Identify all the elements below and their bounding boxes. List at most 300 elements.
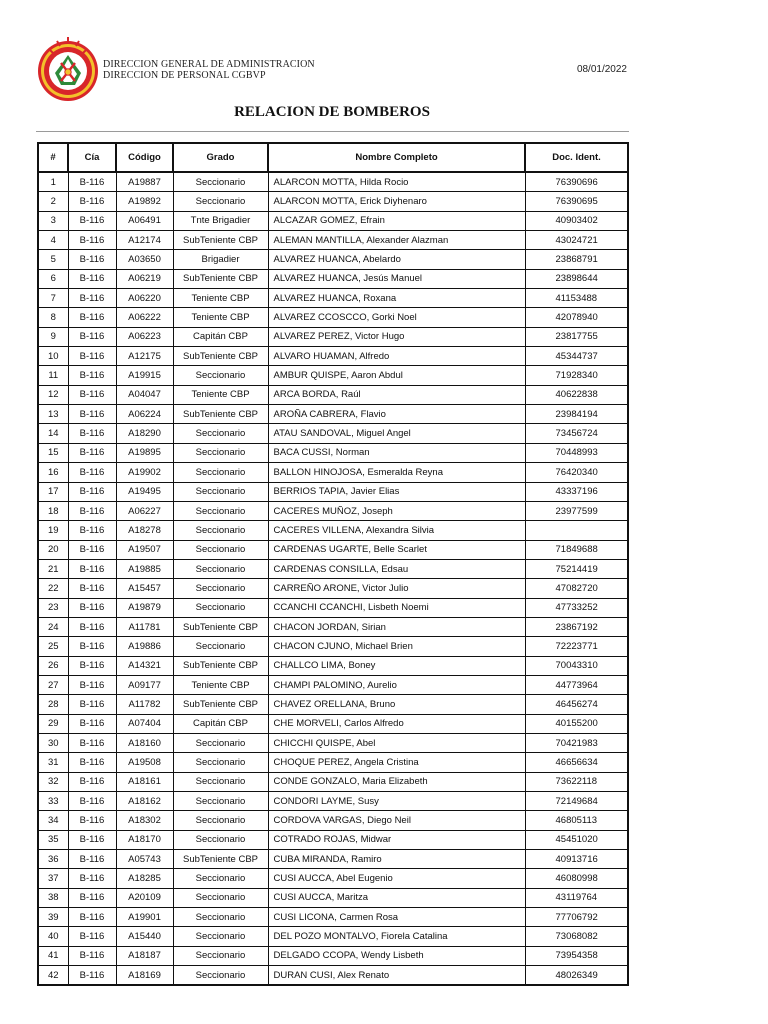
id-document-cell: 70043310 bbox=[525, 656, 628, 675]
full-name-cell: BERRIOS TAPIA, Javier Elias bbox=[268, 482, 525, 501]
document-date: 08/01/2022 bbox=[576, 64, 627, 75]
table-row bbox=[38, 347, 628, 366]
rank-cell: Seccionario bbox=[173, 482, 268, 501]
full-name-cell: ALVAREZ HUANCA, Abelardo bbox=[268, 250, 525, 269]
full-name-cell: CHE MORVELI, Carlos Alfredo bbox=[268, 714, 525, 733]
id-document-cell: 46805113 bbox=[525, 811, 628, 830]
full-name-cell: CHAMPI PALOMINO, Aurelio bbox=[268, 675, 525, 694]
id-document-cell: 43337196 bbox=[525, 482, 628, 501]
code-cell: A11781 bbox=[116, 617, 173, 636]
id-document-cell: 40913716 bbox=[525, 850, 628, 869]
table-row bbox=[38, 675, 628, 694]
row-number-cell: 15 bbox=[38, 443, 68, 462]
company-cell: B-116 bbox=[68, 869, 116, 888]
code-cell: A06224 bbox=[116, 405, 173, 424]
table-row bbox=[38, 811, 628, 830]
full-name-cell: COTRADO ROJAS, Midwar bbox=[268, 830, 525, 849]
full-name-cell: ALARCON MOTTA, Erick Diyhenaro bbox=[268, 192, 525, 211]
company-cell: B-116 bbox=[68, 366, 116, 385]
id-document-cell: 23868791 bbox=[525, 250, 628, 269]
column-header-number: # bbox=[38, 143, 68, 172]
rank-cell: Seccionario bbox=[173, 888, 268, 907]
table-row bbox=[38, 463, 628, 482]
cgbvp-emblem-logo bbox=[37, 35, 99, 107]
full-name-cell: DURAN CUSI, Alex Renato bbox=[268, 966, 525, 986]
table-row bbox=[38, 830, 628, 849]
full-name-cell: CARDENAS UGARTE, Belle Scarlet bbox=[268, 540, 525, 559]
id-document-cell: 71928340 bbox=[525, 366, 628, 385]
full-name-cell: CUSI AUCCA, Maritza bbox=[268, 888, 525, 907]
table-row bbox=[38, 946, 628, 965]
org-line-1: DIRECCION GENERAL DE ADMINISTRACION bbox=[103, 59, 315, 70]
code-cell: A18290 bbox=[116, 424, 173, 443]
row-number-cell: 39 bbox=[38, 908, 68, 927]
rank-cell: Teniente CBP bbox=[173, 385, 268, 404]
full-name-cell: BACA CUSSI, Norman bbox=[268, 443, 525, 462]
rank-cell: Seccionario bbox=[173, 598, 268, 617]
rank-cell: Seccionario bbox=[173, 443, 268, 462]
id-document-cell: 73068082 bbox=[525, 927, 628, 946]
id-document-cell: 40622838 bbox=[525, 385, 628, 404]
full-name-cell: ALVARO HUAMAN, Alfredo bbox=[268, 347, 525, 366]
code-cell: A18169 bbox=[116, 966, 173, 986]
code-cell: A06223 bbox=[116, 327, 173, 346]
table-row bbox=[38, 308, 628, 327]
code-cell: A19495 bbox=[116, 482, 173, 501]
id-document-cell: 23817755 bbox=[525, 327, 628, 346]
company-cell: B-116 bbox=[68, 714, 116, 733]
full-name-cell: ALVAREZ HUANCA, Jesús Manuel bbox=[268, 269, 525, 288]
table-row bbox=[38, 869, 628, 888]
company-cell: B-116 bbox=[68, 753, 116, 772]
table-row bbox=[38, 888, 628, 907]
code-cell: A18278 bbox=[116, 521, 173, 540]
id-document-cell: 42078940 bbox=[525, 308, 628, 327]
full-name-cell: CARREÑO ARONE, Victor Julio bbox=[268, 579, 525, 598]
row-number-cell: 24 bbox=[38, 617, 68, 636]
firefighters-table bbox=[37, 142, 629, 986]
full-name-cell: ATAU SANDOVAL, Miguel Angel bbox=[268, 424, 525, 443]
full-name-cell: DEL POZO MONTALVO, Fiorela Catalina bbox=[268, 927, 525, 946]
company-cell: B-116 bbox=[68, 231, 116, 250]
row-number-cell: 32 bbox=[38, 772, 68, 791]
row-number-cell: 7 bbox=[38, 289, 68, 308]
rank-cell: Seccionario bbox=[173, 927, 268, 946]
code-cell: A03650 bbox=[116, 250, 173, 269]
code-cell: A11782 bbox=[116, 695, 173, 714]
id-document-cell: 48026349 bbox=[525, 966, 628, 986]
code-cell: A06222 bbox=[116, 308, 173, 327]
rank-cell: Seccionario bbox=[173, 172, 268, 192]
id-document-cell: 23867192 bbox=[525, 617, 628, 636]
company-cell: B-116 bbox=[68, 830, 116, 849]
id-document-cell bbox=[525, 521, 628, 540]
row-number-cell: 36 bbox=[38, 850, 68, 869]
code-cell: A19915 bbox=[116, 366, 173, 385]
column-header-rank: Grado bbox=[173, 143, 268, 172]
rank-cell: Teniente CBP bbox=[173, 675, 268, 694]
table-header bbox=[38, 143, 628, 172]
id-document-cell: 43024721 bbox=[525, 231, 628, 250]
code-cell: A12174 bbox=[116, 231, 173, 250]
full-name-cell: CORDOVA VARGAS, Diego Neil bbox=[268, 811, 525, 830]
code-cell: A20109 bbox=[116, 888, 173, 907]
code-cell: A18162 bbox=[116, 792, 173, 811]
row-number-cell: 26 bbox=[38, 656, 68, 675]
rank-cell: SubTeniente CBP bbox=[173, 617, 268, 636]
company-cell: B-116 bbox=[68, 521, 116, 540]
row-number-cell: 12 bbox=[38, 385, 68, 404]
rank-cell: Capitán CBP bbox=[173, 714, 268, 733]
row-number-cell: 33 bbox=[38, 792, 68, 811]
id-document-cell: 75214419 bbox=[525, 559, 628, 578]
row-number-cell: 4 bbox=[38, 231, 68, 250]
rank-cell: SubTeniente CBP bbox=[173, 405, 268, 424]
id-document-cell: 46080998 bbox=[525, 869, 628, 888]
id-document-cell: 70448993 bbox=[525, 443, 628, 462]
id-document-cell: 73622118 bbox=[525, 772, 628, 791]
table-row bbox=[38, 521, 628, 540]
code-cell: A19508 bbox=[116, 753, 173, 772]
company-cell: B-116 bbox=[68, 656, 116, 675]
id-document-cell: 71849688 bbox=[525, 540, 628, 559]
full-name-cell: ALVAREZ CCOSCCO, Gorki Noel bbox=[268, 308, 525, 327]
company-cell: B-116 bbox=[68, 482, 116, 501]
rank-cell: Seccionario bbox=[173, 637, 268, 656]
code-cell: A15440 bbox=[116, 927, 173, 946]
id-document-cell: 77706792 bbox=[525, 908, 628, 927]
table-row bbox=[38, 559, 628, 578]
id-document-cell: 23984194 bbox=[525, 405, 628, 424]
company-cell: B-116 bbox=[68, 733, 116, 752]
id-document-cell: 44773964 bbox=[525, 675, 628, 694]
full-name-cell: ARCA BORDA, Raúl bbox=[268, 385, 525, 404]
id-document-cell: 72149684 bbox=[525, 792, 628, 811]
row-number-cell: 13 bbox=[38, 405, 68, 424]
column-header-id-document: Doc. Ident. bbox=[525, 143, 628, 172]
row-number-cell: 31 bbox=[38, 753, 68, 772]
company-cell: B-116 bbox=[68, 424, 116, 443]
rank-cell: SubTeniente CBP bbox=[173, 656, 268, 675]
row-number-cell: 19 bbox=[38, 521, 68, 540]
full-name-cell: AMBUR QUISPE, Aaron Abdul bbox=[268, 366, 525, 385]
code-cell: A19892 bbox=[116, 192, 173, 211]
page-title: RELACION DE BOMBEROS bbox=[234, 104, 430, 120]
rank-cell: Seccionario bbox=[173, 463, 268, 482]
rank-cell: Seccionario bbox=[173, 192, 268, 211]
table-row bbox=[38, 211, 628, 230]
code-cell: A18187 bbox=[116, 946, 173, 965]
code-cell: A06220 bbox=[116, 289, 173, 308]
row-number-cell: 40 bbox=[38, 927, 68, 946]
company-cell: B-116 bbox=[68, 908, 116, 927]
row-number-cell: 14 bbox=[38, 424, 68, 443]
code-cell: A19902 bbox=[116, 463, 173, 482]
rank-cell: Seccionario bbox=[173, 908, 268, 927]
id-document-cell: 40155200 bbox=[525, 714, 628, 733]
id-document-cell: 46456274 bbox=[525, 695, 628, 714]
table-row bbox=[38, 850, 628, 869]
id-document-cell: 45451020 bbox=[525, 830, 628, 849]
table-row bbox=[38, 792, 628, 811]
rank-cell: Seccionario bbox=[173, 811, 268, 830]
rank-cell: Tnte Brigadier bbox=[173, 211, 268, 230]
table-row bbox=[38, 192, 628, 211]
rank-cell: Seccionario bbox=[173, 869, 268, 888]
full-name-cell: DELGADO CCOPA, Wendy Lisbeth bbox=[268, 946, 525, 965]
rank-cell: Seccionario bbox=[173, 424, 268, 443]
company-cell: B-116 bbox=[68, 579, 116, 598]
company-cell: B-116 bbox=[68, 637, 116, 656]
row-number-cell: 16 bbox=[38, 463, 68, 482]
table-row bbox=[38, 733, 628, 752]
row-number-cell: 27 bbox=[38, 675, 68, 694]
table-row bbox=[38, 695, 628, 714]
company-cell: B-116 bbox=[68, 598, 116, 617]
full-name-cell: CCANCHI CCANCHI, Lisbeth Noemi bbox=[268, 598, 525, 617]
id-document-cell: 43119764 bbox=[525, 888, 628, 907]
table-row bbox=[38, 579, 628, 598]
company-cell: B-116 bbox=[68, 211, 116, 230]
table-row bbox=[38, 501, 628, 520]
full-name-cell: CUSI LICONA, Carmen Rosa bbox=[268, 908, 525, 927]
table-row bbox=[38, 366, 628, 385]
company-cell: B-116 bbox=[68, 269, 116, 288]
company-cell: B-116 bbox=[68, 811, 116, 830]
table-row bbox=[38, 443, 628, 462]
company-cell: B-116 bbox=[68, 675, 116, 694]
company-cell: B-116 bbox=[68, 501, 116, 520]
id-document-cell: 40903402 bbox=[525, 211, 628, 230]
id-document-cell: 47733252 bbox=[525, 598, 628, 617]
code-cell: A18285 bbox=[116, 869, 173, 888]
id-document-cell: 41153488 bbox=[525, 289, 628, 308]
rank-cell: Brigadier bbox=[173, 250, 268, 269]
rank-cell: Seccionario bbox=[173, 753, 268, 772]
code-cell: A06227 bbox=[116, 501, 173, 520]
id-document-cell: 46656634 bbox=[525, 753, 628, 772]
code-cell: A19895 bbox=[116, 443, 173, 462]
table-row bbox=[38, 772, 628, 791]
company-cell: B-116 bbox=[68, 850, 116, 869]
company-cell: B-116 bbox=[68, 405, 116, 424]
table-row bbox=[38, 714, 628, 733]
table-row bbox=[38, 269, 628, 288]
full-name-cell: CHALLCO LIMA, Boney bbox=[268, 656, 525, 675]
code-cell: A19886 bbox=[116, 637, 173, 656]
table-row bbox=[38, 540, 628, 559]
table-row bbox=[38, 598, 628, 617]
company-cell: B-116 bbox=[68, 559, 116, 578]
rank-cell: SubTeniente CBP bbox=[173, 269, 268, 288]
company-cell: B-116 bbox=[68, 617, 116, 636]
row-number-cell: 38 bbox=[38, 888, 68, 907]
code-cell: A05743 bbox=[116, 850, 173, 869]
id-document-cell: 72223771 bbox=[525, 637, 628, 656]
row-number-cell: 2 bbox=[38, 192, 68, 211]
id-document-cell: 73954358 bbox=[525, 946, 628, 965]
rank-cell: Seccionario bbox=[173, 521, 268, 540]
full-name-cell: CHOQUE PEREZ, Angela Cristina bbox=[268, 753, 525, 772]
company-cell: B-116 bbox=[68, 927, 116, 946]
rank-cell: Capitán CBP bbox=[173, 327, 268, 346]
table-row bbox=[38, 482, 628, 501]
company-cell: B-116 bbox=[68, 308, 116, 327]
column-header-company: Cía bbox=[68, 143, 116, 172]
code-cell: A18161 bbox=[116, 772, 173, 791]
row-number-cell: 42 bbox=[38, 966, 68, 986]
company-cell: B-116 bbox=[68, 966, 116, 986]
id-document-cell: 76420340 bbox=[525, 463, 628, 482]
code-cell: A18170 bbox=[116, 830, 173, 849]
row-number-cell: 6 bbox=[38, 269, 68, 288]
full-name-cell: ALARCON MOTTA, Hilda Rocio bbox=[268, 172, 525, 192]
company-cell: B-116 bbox=[68, 347, 116, 366]
rank-cell: Seccionario bbox=[173, 772, 268, 791]
rank-cell: SubTeniente CBP bbox=[173, 850, 268, 869]
emblem-rays bbox=[38, 37, 98, 101]
row-number-cell: 28 bbox=[38, 695, 68, 714]
full-name-cell: CHACON JORDAN, Sirian bbox=[268, 617, 525, 636]
full-name-cell: CHACON CJUNO, Michael Brien bbox=[268, 637, 525, 656]
table-row bbox=[38, 617, 628, 636]
id-document-cell: 47082720 bbox=[525, 579, 628, 598]
company-cell: B-116 bbox=[68, 443, 116, 462]
table-row bbox=[38, 405, 628, 424]
row-number-cell: 21 bbox=[38, 559, 68, 578]
rank-cell: SubTeniente CBP bbox=[173, 347, 268, 366]
table-row bbox=[38, 424, 628, 443]
code-cell: A19885 bbox=[116, 559, 173, 578]
full-name-cell: AROÑA CABRERA, Flavio bbox=[268, 405, 525, 424]
row-number-cell: 18 bbox=[38, 501, 68, 520]
company-cell: B-116 bbox=[68, 540, 116, 559]
id-document-cell: 23898644 bbox=[525, 269, 628, 288]
table-body bbox=[38, 172, 628, 985]
table-row bbox=[38, 908, 628, 927]
rank-cell: Teniente CBP bbox=[173, 289, 268, 308]
code-cell: A07404 bbox=[116, 714, 173, 733]
id-document-cell: 73456724 bbox=[525, 424, 628, 443]
table-row bbox=[38, 289, 628, 308]
code-cell: A15457 bbox=[116, 579, 173, 598]
company-cell: B-116 bbox=[68, 192, 116, 211]
company-cell: B-116 bbox=[68, 327, 116, 346]
code-cell: A19901 bbox=[116, 908, 173, 927]
rank-cell: Seccionario bbox=[173, 966, 268, 986]
header-divider bbox=[36, 131, 629, 132]
rank-cell: Seccionario bbox=[173, 579, 268, 598]
table-row bbox=[38, 172, 628, 192]
company-cell: B-116 bbox=[68, 463, 116, 482]
table-row bbox=[38, 753, 628, 772]
row-number-cell: 17 bbox=[38, 482, 68, 501]
full-name-cell: CUSI AUCCA, Abel Eugenio bbox=[268, 869, 525, 888]
organization-header bbox=[103, 59, 315, 81]
id-document-cell: 76390695 bbox=[525, 192, 628, 211]
full-name-cell: CUBA MIRANDA, Ramiro bbox=[268, 850, 525, 869]
code-cell: A18302 bbox=[116, 811, 173, 830]
code-cell: A12175 bbox=[116, 347, 173, 366]
full-name-cell: ALVAREZ PEREZ, Victor Hugo bbox=[268, 327, 525, 346]
row-number-cell: 5 bbox=[38, 250, 68, 269]
row-number-cell: 37 bbox=[38, 869, 68, 888]
row-number-cell: 8 bbox=[38, 308, 68, 327]
column-header-code: Código bbox=[116, 143, 173, 172]
row-number-cell: 34 bbox=[38, 811, 68, 830]
code-cell: A19887 bbox=[116, 172, 173, 192]
full-name-cell: CACERES MUÑOZ, Joseph bbox=[268, 501, 525, 520]
row-number-cell: 20 bbox=[38, 540, 68, 559]
full-name-cell: CHAVEZ ORELLANA, Bruno bbox=[268, 695, 525, 714]
row-number-cell: 11 bbox=[38, 366, 68, 385]
row-number-cell: 1 bbox=[38, 172, 68, 192]
full-name-cell: ALCAZAR GOMEZ, Efrain bbox=[268, 211, 525, 230]
company-cell: B-116 bbox=[68, 172, 116, 192]
row-number-cell: 22 bbox=[38, 579, 68, 598]
code-cell: A19879 bbox=[116, 598, 173, 617]
company-cell: B-116 bbox=[68, 792, 116, 811]
id-document-cell: 23977599 bbox=[525, 501, 628, 520]
code-cell: A09177 bbox=[116, 675, 173, 694]
row-number-cell: 23 bbox=[38, 598, 68, 617]
full-name-cell: CHICCHI QUISPE, Abel bbox=[268, 733, 525, 752]
rank-cell: Seccionario bbox=[173, 559, 268, 578]
rank-cell: SubTeniente CBP bbox=[173, 231, 268, 250]
company-cell: B-116 bbox=[68, 289, 116, 308]
rank-cell: Seccionario bbox=[173, 366, 268, 385]
table-header-row bbox=[38, 143, 628, 172]
company-cell: B-116 bbox=[68, 250, 116, 269]
company-cell: B-116 bbox=[68, 888, 116, 907]
rank-cell: Seccionario bbox=[173, 946, 268, 965]
full-name-cell: CARDENAS CONSILLA, Edsau bbox=[268, 559, 525, 578]
table-row bbox=[38, 327, 628, 346]
rank-cell: Seccionario bbox=[173, 501, 268, 520]
row-number-cell: 41 bbox=[38, 946, 68, 965]
full-name-cell: CONDORI LAYME, Susy bbox=[268, 792, 525, 811]
org-line-2: DIRECCION DE PERSONAL CGBVP bbox=[103, 70, 266, 81]
code-cell: A06219 bbox=[116, 269, 173, 288]
company-cell: B-116 bbox=[68, 946, 116, 965]
company-cell: B-116 bbox=[68, 385, 116, 404]
code-cell: A14321 bbox=[116, 656, 173, 675]
code-cell: A19507 bbox=[116, 540, 173, 559]
row-number-cell: 25 bbox=[38, 637, 68, 656]
row-number-cell: 3 bbox=[38, 211, 68, 230]
id-document-cell: 70421983 bbox=[525, 733, 628, 752]
code-cell: A04047 bbox=[116, 385, 173, 404]
rank-cell: Seccionario bbox=[173, 830, 268, 849]
row-number-cell: 29 bbox=[38, 714, 68, 733]
rank-cell: SubTeniente CBP bbox=[173, 695, 268, 714]
rank-cell: Seccionario bbox=[173, 540, 268, 559]
code-cell: A06491 bbox=[116, 211, 173, 230]
table-row bbox=[38, 250, 628, 269]
table-row bbox=[38, 637, 628, 656]
full-name-cell: BALLON HINOJOSA, Esmeralda Reyna bbox=[268, 463, 525, 482]
full-name-cell: CONDE GONZALO, Maria Elizabeth bbox=[268, 772, 525, 791]
full-name-cell: CACERES VILLENA, Alexandra Silvia bbox=[268, 521, 525, 540]
rank-cell: Seccionario bbox=[173, 792, 268, 811]
table-row bbox=[38, 656, 628, 675]
id-document-cell: 45344737 bbox=[525, 347, 628, 366]
full-name-cell: ALEMAN MANTILLA, Alexander Alazman bbox=[268, 231, 525, 250]
company-cell: B-116 bbox=[68, 695, 116, 714]
column-header-full-name: Nombre Completo bbox=[268, 143, 525, 172]
id-document-cell: 76390696 bbox=[525, 172, 628, 192]
table-row bbox=[38, 966, 628, 986]
